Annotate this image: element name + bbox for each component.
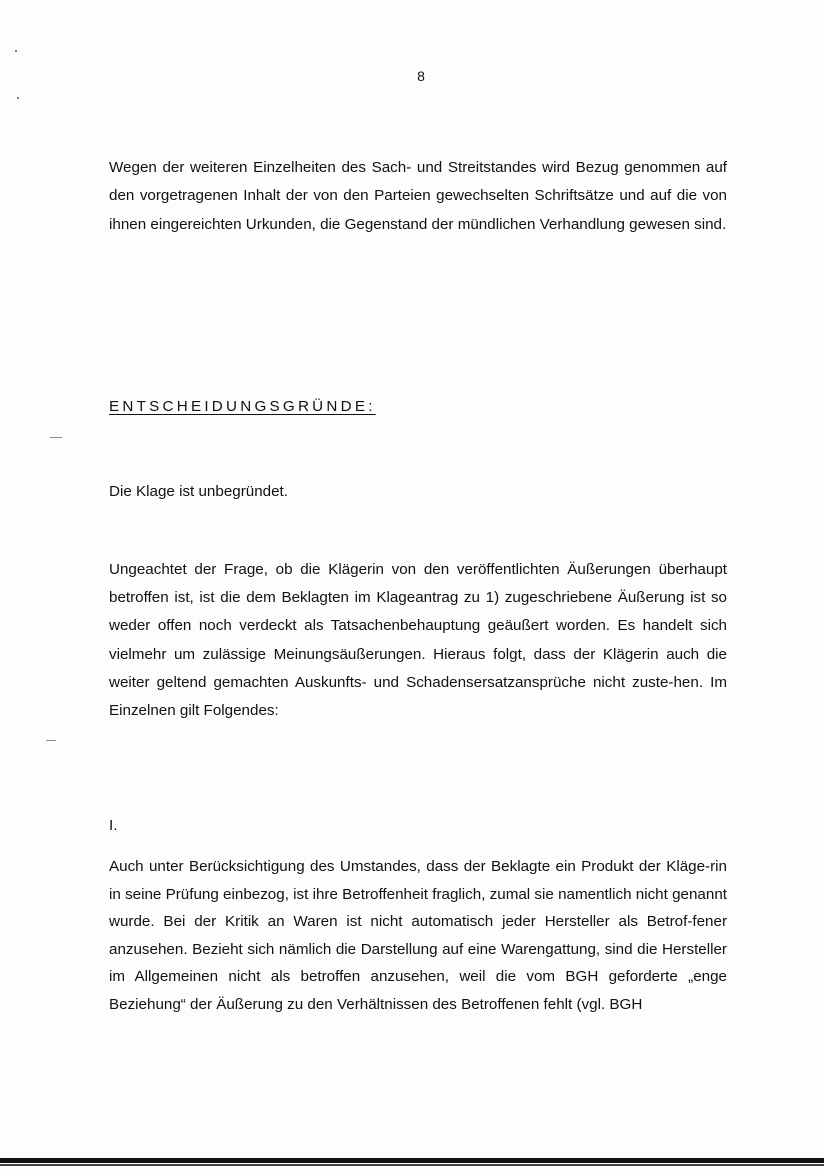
paragraph-klage: Die Klage ist unbegründet. (109, 483, 288, 500)
scan-speck (17, 97, 19, 99)
paragraph-section-one: Auch unter Berücksichtigung des Umstandes, dass der Beklagte ein Produkt der Kläge-rin in seine Prüfung einbezog, ist ihre Betroffenheit fraglich, zumal sie namentlich nicht genannt wurde. Bei der Kritik an Waren ist nicht automatisch jeder Hersteller als Betrof-fener anzusehen. Bezieht sich nämlich die Darstellung auf eine Warengattung, sind die Hersteller im Allgemeinen nicht als betroffen anzusehen, weil die vom BGH geforderte „enge Beziehung“ der Äußerung zu den Verhältnissen des Betroffenen fehlt (vgl. BGH (109, 858, 727, 1013)
section-number: I. (109, 817, 118, 834)
scan-speck (15, 50, 17, 52)
scan-mark (46, 740, 56, 741)
scan-bottom-edge (0, 1158, 824, 1163)
paragraph-main: Ungeachtet der Frage, ob die Klägerin von den veröffentlichten Äußerungen überhaupt betroffen ist, ist die dem Beklagten im Klageantrag zu 1) zugeschriebene Äußerung ist so weder offen noch verdeckt als Tatsachenbehauptung geäußert worden. Es handelt sich vielmehr um zulässige Meinungsäußerungen. Hieraus folgt, dass der Klägerin auch die weiter geltend gemachten Auskunfts- und Schadensersatzansprüche nicht zuste-hen. Im Einzelnen gilt Folgendes: (109, 561, 727, 720)
scan-mark (50, 437, 62, 438)
paragraph-intro: Wegen der weiteren Einzelheiten des Sach- und Streitstandes wird Bezug genommen auf den vorgetragenen Inhalt der von den Parteien gewechselten Schriftsätze und auf die von ihnen eingereichten Urkunden, die Gegenstand der mündlichen Verhandlung gewesen sind. (109, 159, 727, 233)
page-number: 8 (417, 68, 425, 84)
section-heading: ENTSCHEIDUNGSGRÜNDE: (109, 398, 376, 415)
scan-bottom-edge-shadow (0, 1164, 824, 1166)
